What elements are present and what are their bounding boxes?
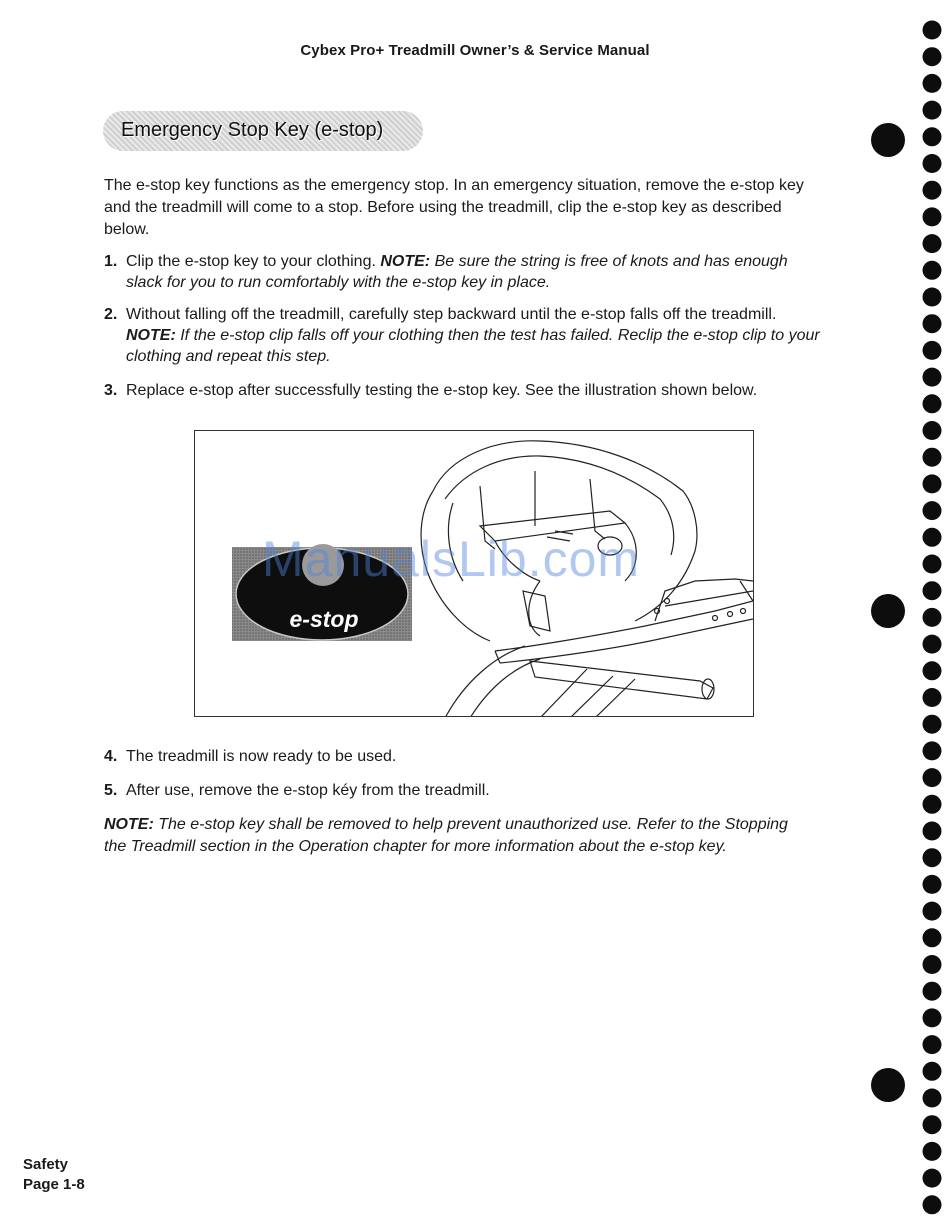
e-stop-illustration	[194, 430, 754, 717]
binding-ring	[923, 181, 942, 200]
binding-ring	[923, 528, 942, 547]
section-title: Emergency Stop Key (e-stop)	[103, 111, 423, 151]
binder-hole	[871, 1068, 905, 1102]
binding-ring	[923, 101, 942, 120]
binding-ring	[923, 21, 942, 40]
binding-ring	[923, 448, 942, 467]
binding-ring	[923, 928, 942, 947]
step-item	[104, 746, 824, 767]
binding-ring	[923, 234, 942, 253]
binding-ring	[923, 207, 942, 226]
binding-ring	[923, 768, 942, 787]
binder-hole	[871, 123, 905, 157]
step-text: After use, remove the e-stop kéy from the treadmill.	[126, 782, 490, 799]
footer-section: Safety	[23, 1156, 69, 1173]
binding-ring	[923, 1089, 942, 1108]
binding-ring	[923, 795, 942, 814]
binding-ring	[923, 581, 942, 600]
watermark: ManualsLib.com	[262, 531, 641, 587]
e-stop-key-label: e-stop	[289, 606, 359, 632]
intro-paragraph: The e-stop key functions as the emergency stop. In an emergency situation, remove the e-stop key and the treadmill will come to a stop. Before using the treadmill, clip the e-stop key as described below.	[104, 177, 804, 238]
binding-ring	[923, 1142, 942, 1161]
binding-ring	[923, 822, 942, 841]
note-text: If the e-stop clip falls off your clothing then the test has failed. Reclip the e-stop clip to your clothing and repeat this step.	[126, 327, 820, 365]
step-item	[104, 380, 824, 401]
note-label: NOTE:	[380, 253, 431, 270]
binding-ring	[923, 982, 942, 1001]
binding-ring	[923, 715, 942, 734]
step-text: Replace e-stop after successfully testing the e-stop key. See the illustration shown below.	[126, 382, 758, 399]
binding-ring	[923, 74, 942, 93]
binding-ring	[923, 47, 942, 66]
binding-ring	[923, 1169, 942, 1188]
step-number: 5.	[104, 782, 118, 799]
step-item	[104, 251, 824, 293]
treadmill-console-drawing	[195, 431, 754, 717]
binding-ring	[923, 261, 942, 280]
binding-ring	[923, 875, 942, 894]
step-text: The treadmill is now ready to be used.	[126, 748, 397, 765]
note-label: NOTE:	[104, 816, 154, 833]
binding-ring	[923, 608, 942, 627]
spiral-binding	[920, 0, 950, 1225]
binding-ring	[923, 1062, 942, 1081]
footer-page-number: Page 1-8	[23, 1176, 85, 1193]
binding-ring	[923, 1035, 942, 1054]
step-number: 3.	[104, 382, 118, 399]
binding-ring	[923, 1115, 942, 1134]
step-number: 4.	[104, 748, 118, 765]
binding-ring	[923, 1195, 942, 1214]
e-stop-key-hole	[302, 544, 344, 586]
binding-ring	[923, 848, 942, 867]
binding-ring	[923, 288, 942, 307]
step-text: Without falling off the treadmill, carefully step backward until the e-stop falls off the treadmill.	[126, 306, 777, 323]
step-item	[104, 780, 824, 801]
binding-ring	[923, 394, 942, 413]
note-label: NOTE:	[126, 327, 176, 344]
binding-ring	[923, 421, 942, 440]
binding-ring	[923, 661, 942, 680]
binding-ring	[923, 635, 942, 654]
binding-ring	[923, 154, 942, 173]
step-number: 2.	[104, 306, 118, 323]
note-text: Be sure the string is free of knots and has enough slack for you to run comfortably with the e-stop key in place.	[126, 253, 788, 291]
binding-ring	[923, 955, 942, 974]
binding-ring	[923, 902, 942, 921]
binding-ring	[923, 127, 942, 146]
note-text: The e-stop key shall be removed to help prevent unauthorized use. Refer to the Stopping the Treadmill section in the Operation chapter for more information about the e-stop key.	[104, 816, 788, 855]
step-number: 1.	[104, 253, 118, 270]
binder-hole	[871, 594, 905, 628]
final-note	[104, 814, 794, 858]
page-header: Cybex Pro+ Treadmill Owner’s & Service Manual	[300, 42, 650, 59]
step-text: Clip the e-stop key to your clothing.	[126, 253, 376, 270]
page-footer	[23, 1155, 85, 1195]
binding-ring	[923, 501, 942, 520]
binding-ring	[923, 314, 942, 333]
binding-ring	[923, 474, 942, 493]
step-item	[104, 304, 824, 367]
binding-ring	[923, 368, 942, 387]
binding-ring	[923, 341, 942, 360]
binding-ring	[923, 555, 942, 574]
binding-ring	[923, 1008, 942, 1027]
binding-ring	[923, 688, 942, 707]
binding-ring	[923, 741, 942, 760]
